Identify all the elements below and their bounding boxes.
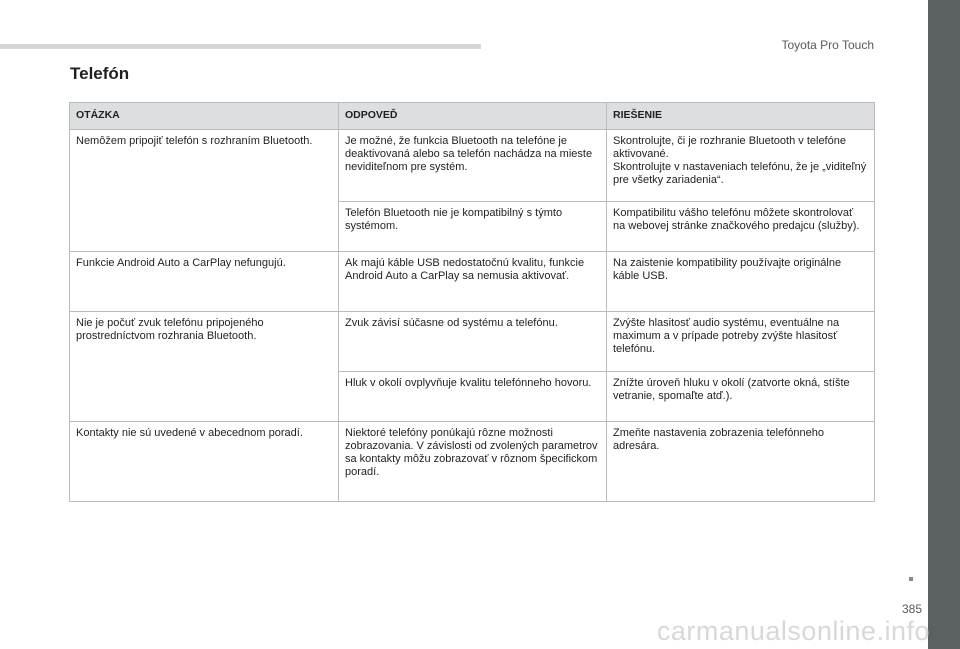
question-cell <box>70 372 339 422</box>
solution-line: Skontrolujte, či je rozhranie Bluetooth v telefóne aktivované. Skontrolujte v nastaveniach telefónu, že je „viditeľný pre všetky zariadenia“. <box>613 135 867 186</box>
column-header-question: OTÁZKA <box>70 103 339 130</box>
solution-cell <box>607 130 875 202</box>
table-header-row <box>70 103 875 130</box>
table-row <box>70 312 875 372</box>
question-cell: Funkcie Android Auto a CarPlay nefungujú. <box>70 252 339 312</box>
solution-cell: Na zaistenie kompatibility používajte originálne káble USB. <box>607 252 875 312</box>
section-title: Telefón <box>70 64 130 83</box>
header-rule <box>0 44 481 49</box>
watermark: carmanualsonline.info <box>656 616 930 646</box>
answer-cell: Hluk v okolí ovplyvňuje kvalitu telefónneho hovoru. <box>339 372 607 422</box>
table-row <box>70 202 875 252</box>
answer-cell: Je možné, že funkcia Bluetooth na telefóne je deaktivovaná alebo sa telefón nachádza na mieste neviditeľnom pre systém. <box>339 130 607 202</box>
solution-cell: Zvýšte hlasitosť audio systému, eventuálne na maximum a v prípade potreby zvýšte hlasitosť telefónu. <box>607 312 875 372</box>
page-marker <box>909 577 913 581</box>
answer-cell: Telefón Bluetooth nie je kompatibilný s týmto systémom. <box>339 202 607 252</box>
column-header-solution: RIEŠENIE <box>607 103 875 130</box>
answer-cell: Niektoré telefóny ponúkajú rôzne možnosti zobrazovania. V závislosti od zvolených parametrov sa kontakty môžu zobrazovať v rôznom špecifickom poradí. <box>339 422 607 502</box>
faq-table <box>69 102 875 502</box>
page-edge-band <box>928 0 960 649</box>
answer-cell: Ak majú káble USB nedostatočnú kvalitu, funkcie Android Auto a CarPlay sa nemusia aktivovať. <box>339 252 607 312</box>
question-cell: Nemôžem pripojiť telefón s rozhraním Bluetooth. <box>70 130 339 202</box>
answer-cell: Zvuk závisí súčasne od systému a telefónu. <box>339 312 607 372</box>
question-cell: Nie je počuť zvuk telefónu pripojeného prostredníctvom rozhrania Bluetooth. <box>70 312 339 372</box>
solution-cell: Kompatibilitu vášho telefónu môžete skontrolovať na webovej stránke značkového predajcu (služby). <box>607 202 875 252</box>
column-header-answer: ODPOVEĎ <box>339 103 607 130</box>
page-number: 385 <box>901 602 922 616</box>
solution-cell: Zmeňte nastavenia zobrazenia telefónneho adresára. <box>607 422 875 502</box>
manual-title: Toyota Pro Touch <box>781 38 874 52</box>
question-cell: Kontakty nie sú uvedené v abecednom poradí. <box>70 422 339 502</box>
table-row <box>70 422 875 502</box>
table-row <box>70 372 875 422</box>
solution-cell: Znížte úroveň hluku v okolí (zatvorte okná, stíšte vetranie, spomaľte atď.). <box>607 372 875 422</box>
question-cell <box>70 202 339 252</box>
table-row <box>70 130 875 202</box>
table-row <box>70 252 875 312</box>
